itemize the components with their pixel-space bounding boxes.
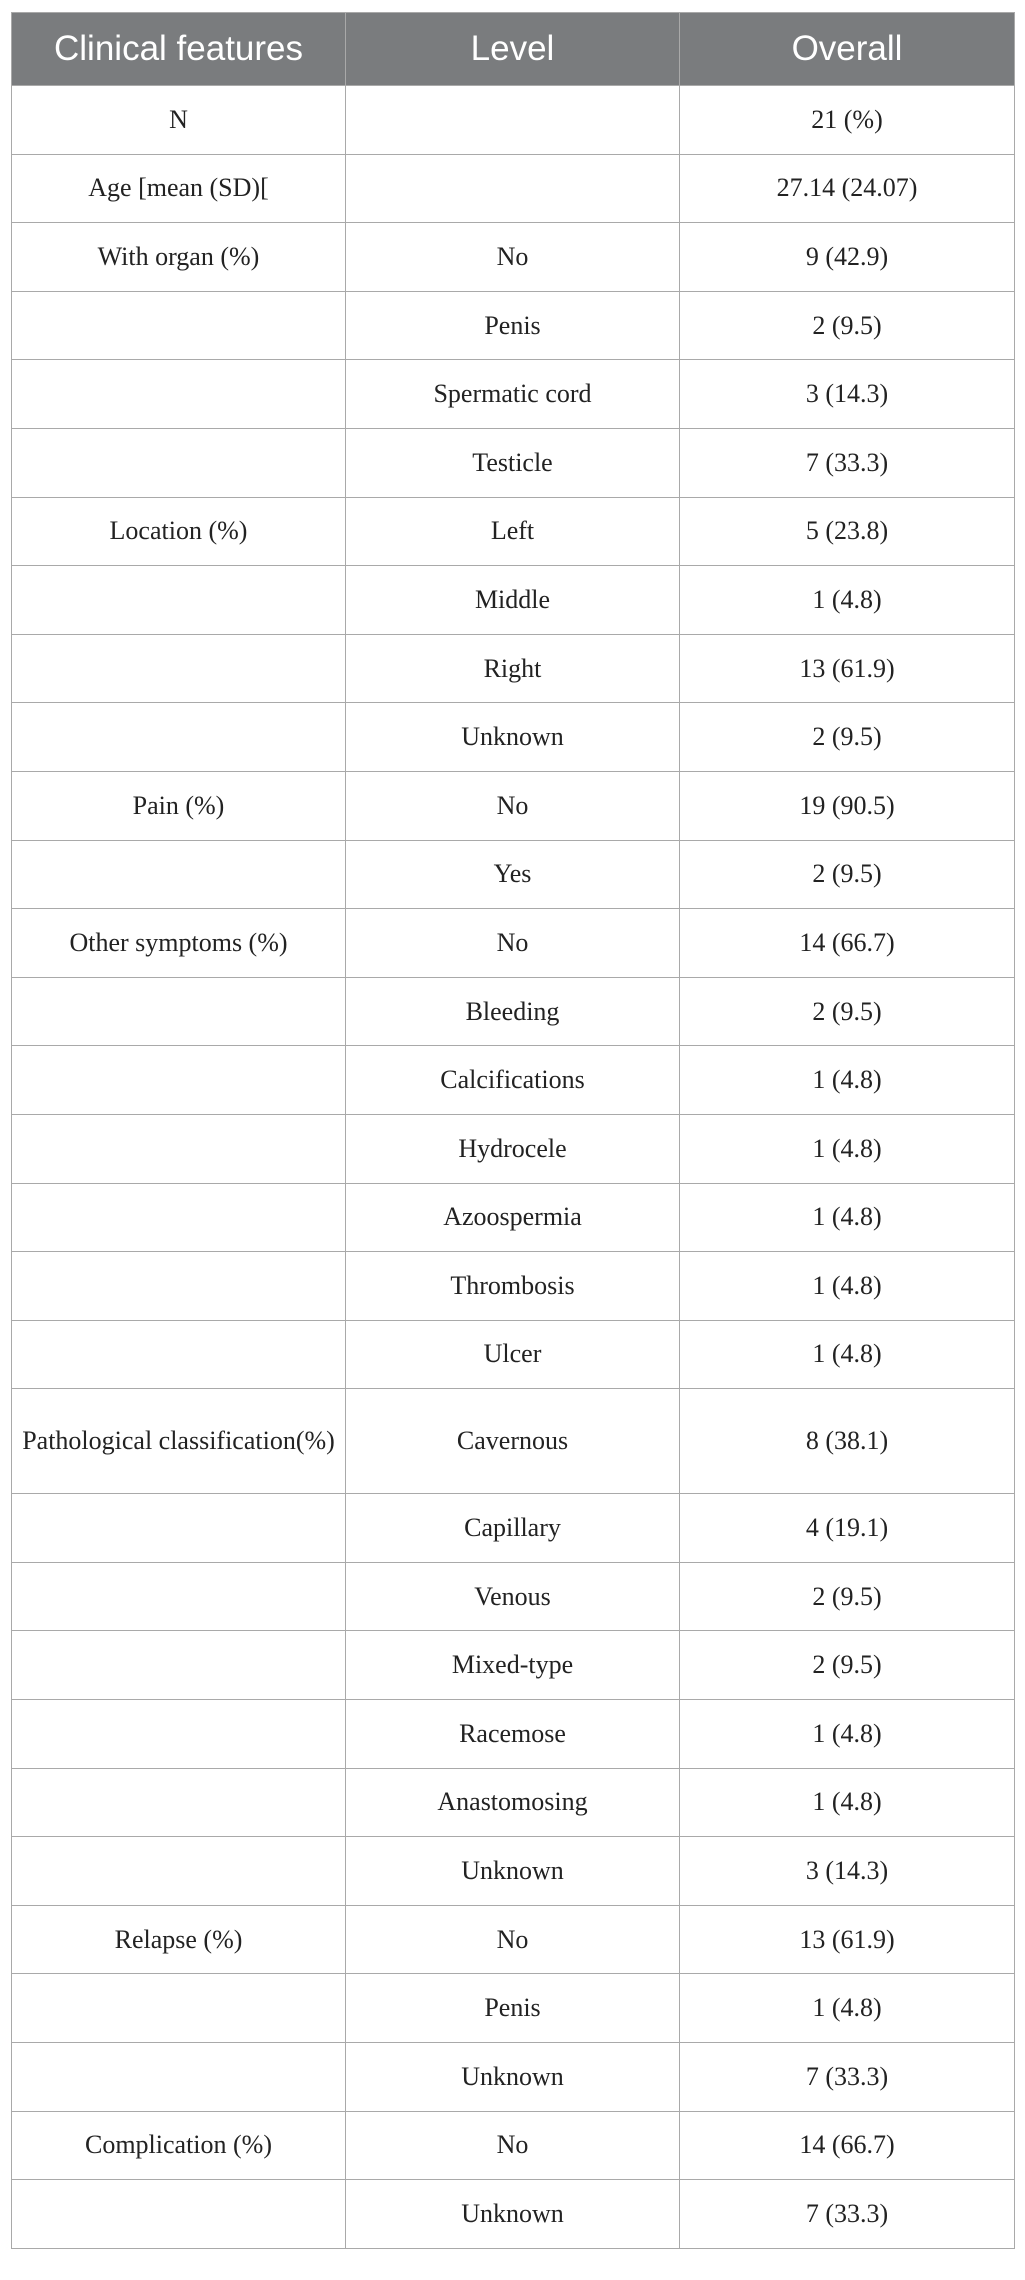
- cell-overall: 2 (9.5): [680, 1631, 1015, 1700]
- cell-clinical-feature: [12, 840, 346, 909]
- table-row: [12, 154, 1015, 223]
- table-row: [12, 428, 1015, 497]
- table-row: [12, 86, 1015, 155]
- cell-overall: 7 (33.3): [680, 2180, 1015, 2249]
- table-row: [12, 360, 1015, 429]
- cell-clinical-feature: [12, 1114, 346, 1183]
- table-row: [12, 2111, 1015, 2180]
- cell-clinical-feature: [12, 291, 346, 360]
- cell-overall: 1 (4.8): [680, 1252, 1015, 1321]
- cell-overall: 14 (66.7): [680, 2111, 1015, 2180]
- cell-overall: 21 (%): [680, 86, 1015, 155]
- header-clinical-features: Clinical features: [12, 13, 346, 86]
- cell-level: Penis: [346, 291, 680, 360]
- cell-level: Left: [346, 497, 680, 566]
- cell-overall: 5 (23.8): [680, 497, 1015, 566]
- cell-level: Venous: [346, 1562, 680, 1631]
- table-row: [12, 497, 1015, 566]
- cell-level: Calcifications: [346, 1046, 680, 1115]
- cell-clinical-feature: [12, 1837, 346, 1906]
- cell-clinical-feature: With organ (%): [12, 223, 346, 292]
- cell-overall: 1 (4.8): [680, 1046, 1015, 1115]
- cell-overall: 3 (14.3): [680, 1837, 1015, 1906]
- table-row: [12, 1183, 1015, 1252]
- table-row: [12, 840, 1015, 909]
- cell-clinical-feature: [12, 2180, 346, 2249]
- clinical-features-table: [11, 12, 1015, 2249]
- table-row: [12, 1562, 1015, 1631]
- cell-overall: 7 (33.3): [680, 428, 1015, 497]
- cell-level: Thrombosis: [346, 1252, 680, 1321]
- table-container: [11, 12, 1014, 2249]
- header-overall: Overall: [680, 13, 1015, 86]
- cell-overall: 19 (90.5): [680, 771, 1015, 840]
- cell-clinical-feature: [12, 1768, 346, 1837]
- cell-level: Racemose: [346, 1700, 680, 1769]
- cell-clinical-feature: [12, 428, 346, 497]
- table-row: [12, 1252, 1015, 1321]
- cell-overall: 1 (4.8): [680, 1974, 1015, 2043]
- table-body: [12, 86, 1015, 2249]
- table-row: [12, 1837, 1015, 1906]
- cell-level: Cavernous: [346, 1389, 680, 1494]
- table-row: [12, 2180, 1015, 2249]
- cell-clinical-feature: [12, 1562, 346, 1631]
- cell-level: Yes: [346, 840, 680, 909]
- cell-level: Unknown: [346, 703, 680, 772]
- cell-level: Hydrocele: [346, 1114, 680, 1183]
- table-row: [12, 1320, 1015, 1389]
- cell-clinical-feature: [12, 1252, 346, 1321]
- cell-clinical-feature: Other symptoms (%): [12, 909, 346, 978]
- cell-clinical-feature: [12, 634, 346, 703]
- cell-level: Unknown: [346, 2043, 680, 2112]
- cell-level: No: [346, 2111, 680, 2180]
- cell-overall: 7 (33.3): [680, 2043, 1015, 2112]
- cell-clinical-feature: [12, 360, 346, 429]
- cell-level: Azoospermia: [346, 1183, 680, 1252]
- cell-overall: 1 (4.8): [680, 1114, 1015, 1183]
- cell-clinical-feature: [12, 1183, 346, 1252]
- cell-clinical-feature: Location (%): [12, 497, 346, 566]
- cell-overall: 1 (4.8): [680, 1320, 1015, 1389]
- cell-overall: 27.14 (24.07): [680, 154, 1015, 223]
- table-row: [12, 223, 1015, 292]
- cell-clinical-feature: N: [12, 86, 346, 155]
- table-row: [12, 1389, 1015, 1494]
- cell-clinical-feature: Complication (%): [12, 2111, 346, 2180]
- table-row: [12, 1700, 1015, 1769]
- cell-level: [346, 154, 680, 223]
- cell-overall: 3 (14.3): [680, 360, 1015, 429]
- cell-overall: 1 (4.8): [680, 1768, 1015, 1837]
- cell-clinical-feature: [12, 1046, 346, 1115]
- cell-clinical-feature: [12, 1974, 346, 2043]
- cell-overall: 2 (9.5): [680, 703, 1015, 772]
- table-row: [12, 566, 1015, 635]
- cell-clinical-feature: Relapse (%): [12, 1905, 346, 1974]
- cell-level: Unknown: [346, 1837, 680, 1906]
- cell-overall: 9 (42.9): [680, 223, 1015, 292]
- table-row: [12, 1768, 1015, 1837]
- table-row: [12, 1905, 1015, 1974]
- cell-clinical-feature: [12, 566, 346, 635]
- cell-overall: 2 (9.5): [680, 1562, 1015, 1631]
- table-row: [12, 1494, 1015, 1563]
- cell-overall: 14 (66.7): [680, 909, 1015, 978]
- header-level: Level: [346, 13, 680, 86]
- cell-overall: 8 (38.1): [680, 1389, 1015, 1494]
- cell-clinical-feature: [12, 1631, 346, 1700]
- cell-overall: 2 (9.5): [680, 840, 1015, 909]
- cell-overall: 2 (9.5): [680, 977, 1015, 1046]
- cell-clinical-feature: Pathological classification(%): [12, 1389, 346, 1494]
- cell-level: Mixed-type: [346, 1631, 680, 1700]
- cell-clinical-feature: [12, 1494, 346, 1563]
- table-row: [12, 771, 1015, 840]
- cell-clinical-feature: Pain (%): [12, 771, 346, 840]
- cell-level: No: [346, 771, 680, 840]
- table-row: [12, 1974, 1015, 2043]
- cell-level: Spermatic cord: [346, 360, 680, 429]
- cell-level: Bleeding: [346, 977, 680, 1046]
- cell-level: Capillary: [346, 1494, 680, 1563]
- table-row: [12, 634, 1015, 703]
- cell-overall: 1 (4.8): [680, 1700, 1015, 1769]
- cell-overall: 4 (19.1): [680, 1494, 1015, 1563]
- cell-level: [346, 86, 680, 155]
- header-row: [12, 13, 1015, 86]
- cell-clinical-feature: [12, 977, 346, 1046]
- cell-level: Testicle: [346, 428, 680, 497]
- cell-clinical-feature: [12, 703, 346, 772]
- table-header: [12, 13, 1015, 86]
- cell-level: Right: [346, 634, 680, 703]
- cell-overall: 2 (9.5): [680, 291, 1015, 360]
- cell-overall: 13 (61.9): [680, 634, 1015, 703]
- cell-level: Unknown: [346, 2180, 680, 2249]
- table-row: [12, 1114, 1015, 1183]
- cell-level: No: [346, 1905, 680, 1974]
- cell-level: Anastomosing: [346, 1768, 680, 1837]
- table-row: [12, 1631, 1015, 1700]
- cell-level: Middle: [346, 566, 680, 635]
- cell-clinical-feature: [12, 1320, 346, 1389]
- cell-level: Ulcer: [346, 1320, 680, 1389]
- cell-level: No: [346, 909, 680, 978]
- cell-clinical-feature: [12, 2043, 346, 2112]
- table-row: [12, 703, 1015, 772]
- table-row: [12, 977, 1015, 1046]
- cell-overall: 1 (4.8): [680, 1183, 1015, 1252]
- table-row: [12, 291, 1015, 360]
- cell-level: No: [346, 223, 680, 292]
- cell-level: Penis: [346, 1974, 680, 2043]
- table-row: [12, 909, 1015, 978]
- cell-clinical-feature: Age [mean (SD)[: [12, 154, 346, 223]
- cell-overall: 13 (61.9): [680, 1905, 1015, 1974]
- table-row: [12, 1046, 1015, 1115]
- cell-overall: 1 (4.8): [680, 566, 1015, 635]
- table-row: [12, 2043, 1015, 2112]
- cell-clinical-feature: [12, 1700, 346, 1769]
